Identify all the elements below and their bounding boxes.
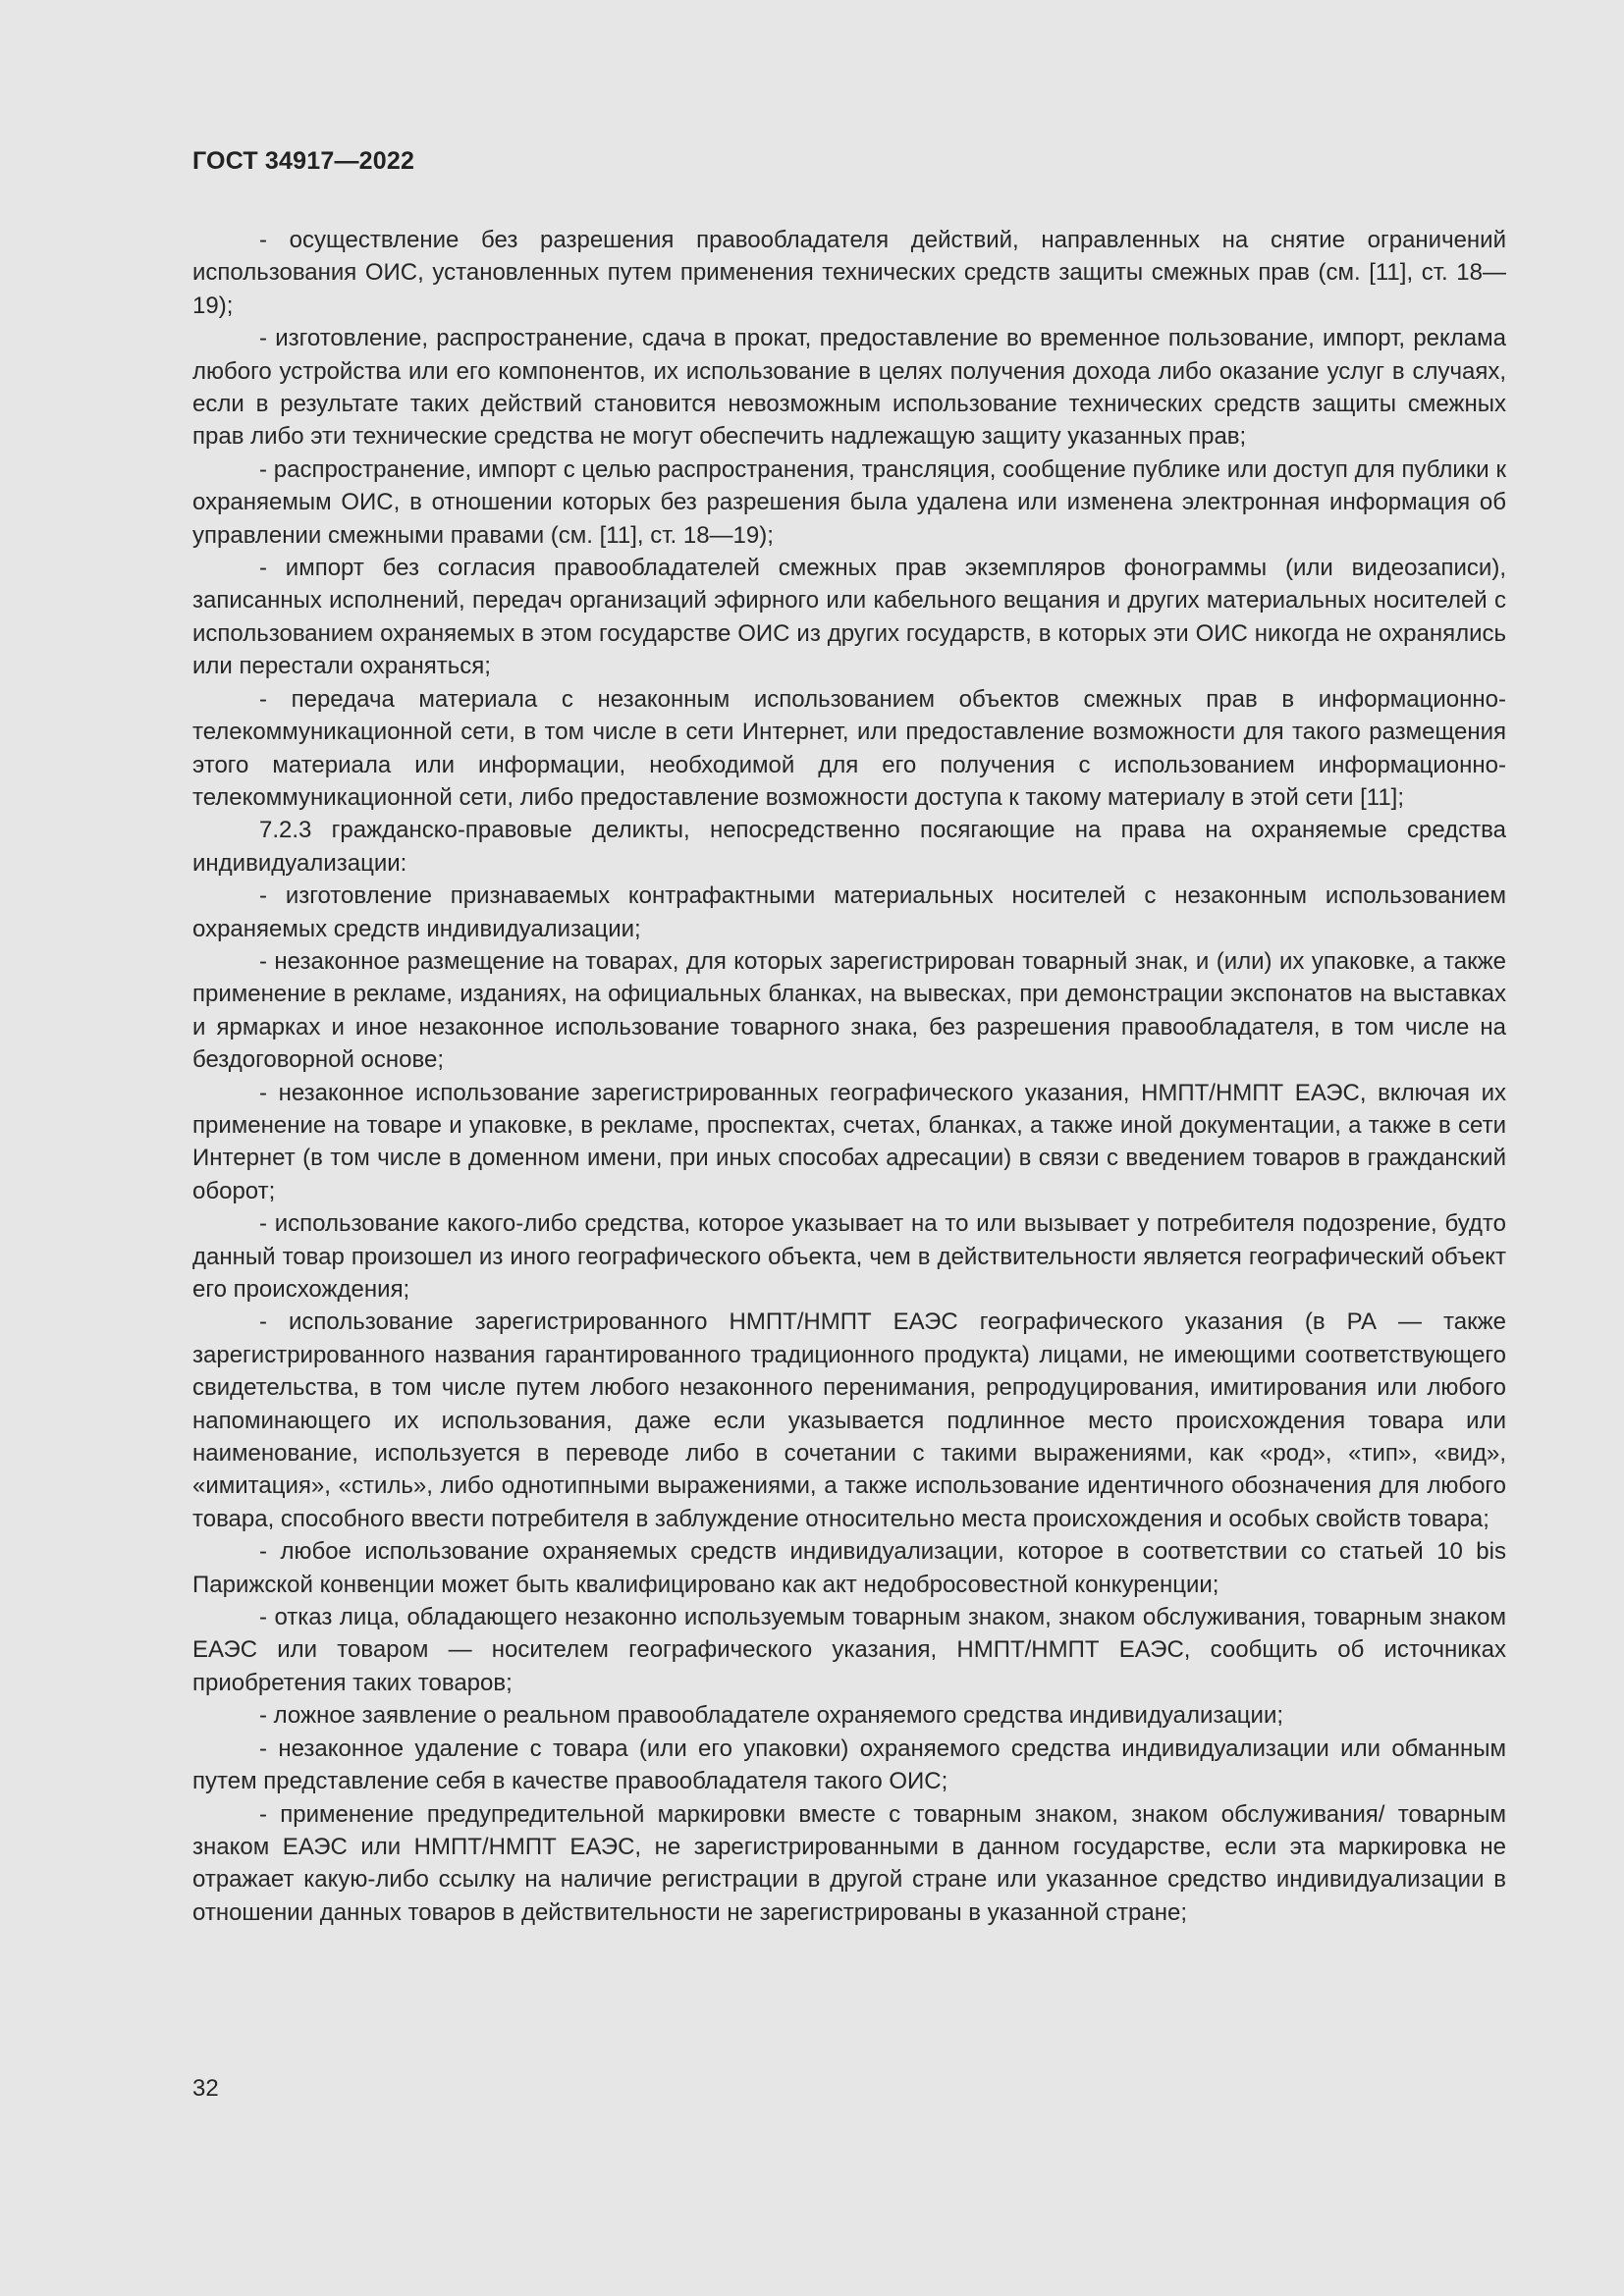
paragraph: - любое использование охраняемых средств индивидуализации, которое в соответствии со статьей 10 bis Парижской конвенции может быть квалифицировано как акт недобросовестной конкуренции; [192,1538,1506,1598]
paragraph: - незаконное использование зарегистрированных географического указания, НМПТ/НМПТ ЕАЭС, включая их применение на товаре и упаковке, в рекламе, проспектах, счетах, бланках, а также иной документации, а также в сети Интернет (в том числе в доменном имени, при иных способах адресации) в связи с введением товаров в гражданский оборот; [192,1079,1506,1204]
paragraph: - распространение, импорт с целью распространения, трансляция, сообщение публике или доступ для публики к охраняемым ОИС, в отношении которых без разрешения была удалена или изменена электронная информация об управлении смежными правами (см. [11], ст. 18—19); [192,455,1506,549]
paragraph: - использование зарегистрированного НМПТ/НМПТ ЕАЭС географического указания (в РА — также зарегистрированного названия гарантированного традиционного продукта) лицами, не имеющими соответствующего свидетельства, в том числе путем любого незаконного перенимания, репродуцирования, имитирования или любого напоминающего их использования, даже если указывается подлинное место происхождения товара или наименование, используется в переводе либо в сочетании с такими выражениями, как «род», «тип», «вид», «имитация», «стиль», либо однотипными выражениями, а также использование идентичного обозначения для любого товара, способного ввести потребителя в заблуждение относительно места происхождения и особых свойств товара; [192,1308,1506,1532]
paragraph: - незаконное размещение на товарах, для которых зарегистрирован товарный знак, и (или) их упаковке, а также применение в рекламе, изданиях, на официальных бланках, на вывесках, при демонстрации экспонатов на выставках и ярмарках и иное незаконное использование товарного знака, без разрешения правообладателя, в том числе на бездоговорной основе; [192,947,1506,1074]
paragraph: - изготовление признаваемых контрафактными материальных носителей с незаконным использованием охраняемых средств индивидуализации; [192,882,1506,942]
paragraph: - изготовление, распространение, сдача в прокат, предоставление во временное пользование, импорт, реклама любого устройства или его компонентов, их использование в целях получения дохода либо оказание услуг в случаях, если в результате таких действий становится невозможным использование технических средств защиты смежных прав либо эти технические средства не могут обеспечить надлежащую защиту указанных прав; [192,325,1506,451]
paragraph: - применение предупредительной маркировки вместе с товарным знаком, знаком обслуживания/ товарным знаком ЕАЭС или НМПТ/НМПТ ЕАЭС, не зарегистрированными в данном государстве, если эта маркировка не отражает какую-либо ссылку на наличие регистрации в другой стране или указанное средство индивидуализации в отношении данных товаров в действительности не зарегистрированы в указанной стране; [192,1800,1506,1926]
document-code-header: ГОСТ 34917—2022 [192,147,415,175]
section-paragraph: 7.2.3 гражданско-правовые деликты, непосредственно посягающие на права на охраняемые средства индивидуализации: [192,817,1506,877]
paragraph: - осуществление без разрешения правообладателя действий, направленных на снятие ограничений использования ОИС, установленных путем применения технических средств защиты смежных прав (см. [11], ст. 18—19); [192,227,1506,319]
paragraph: - импорт без согласия правообладателей смежных прав экземпляров фонограммы (или видеозаписи), записанных исполнений, передач организаций эфирного или кабельного вещания и других материальных носителей с использованием охраняемых в этом государстве ОИС из других государств, в которых эти ОИС никогда не охранялись или перестали охраняться; [192,555,1506,680]
page-number: 32 [192,2075,219,2102]
paragraph: - использование какого-либо средства, которое указывает на то или вызывает у потребителя подозрение, будто данный товар произошел из иного географического объекта, чем в действительности является географический объект его происхождения; [192,1210,1506,1303]
paragraph: - отказ лица, обладающего незаконно используемым товарным знаком, знаком обслуживания, товарным знаком ЕАЭС или товаром — носителем географического указания, НМПТ/НМПТ ЕАЭС, сообщить об источниках приобретения таких товаров; [192,1604,1506,1696]
paragraph: - передача материала с незаконным использованием объектов смежных прав в информационно-телекоммуникационной сети, в том числе в сети Интернет, или предоставление возможности для такого размещения этого материала или информации, необходимой для его получения с использованием информационно-телекоммуникационной сети, либо предоставление возможности доступа к такому материалу в этой сети [11]; [192,685,1506,811]
paragraph: - ложное заявление о реальном правообладателе охраняемого средства индивидуализации; [259,1702,1284,1730]
paragraph: - незаконное удаление с товара (или его упаковки) охраняемого средства индивидуализации или обманным путем представление себя в качестве правообладателя такого ОИС; [192,1735,1506,1795]
body-text [192,224,1506,1929]
